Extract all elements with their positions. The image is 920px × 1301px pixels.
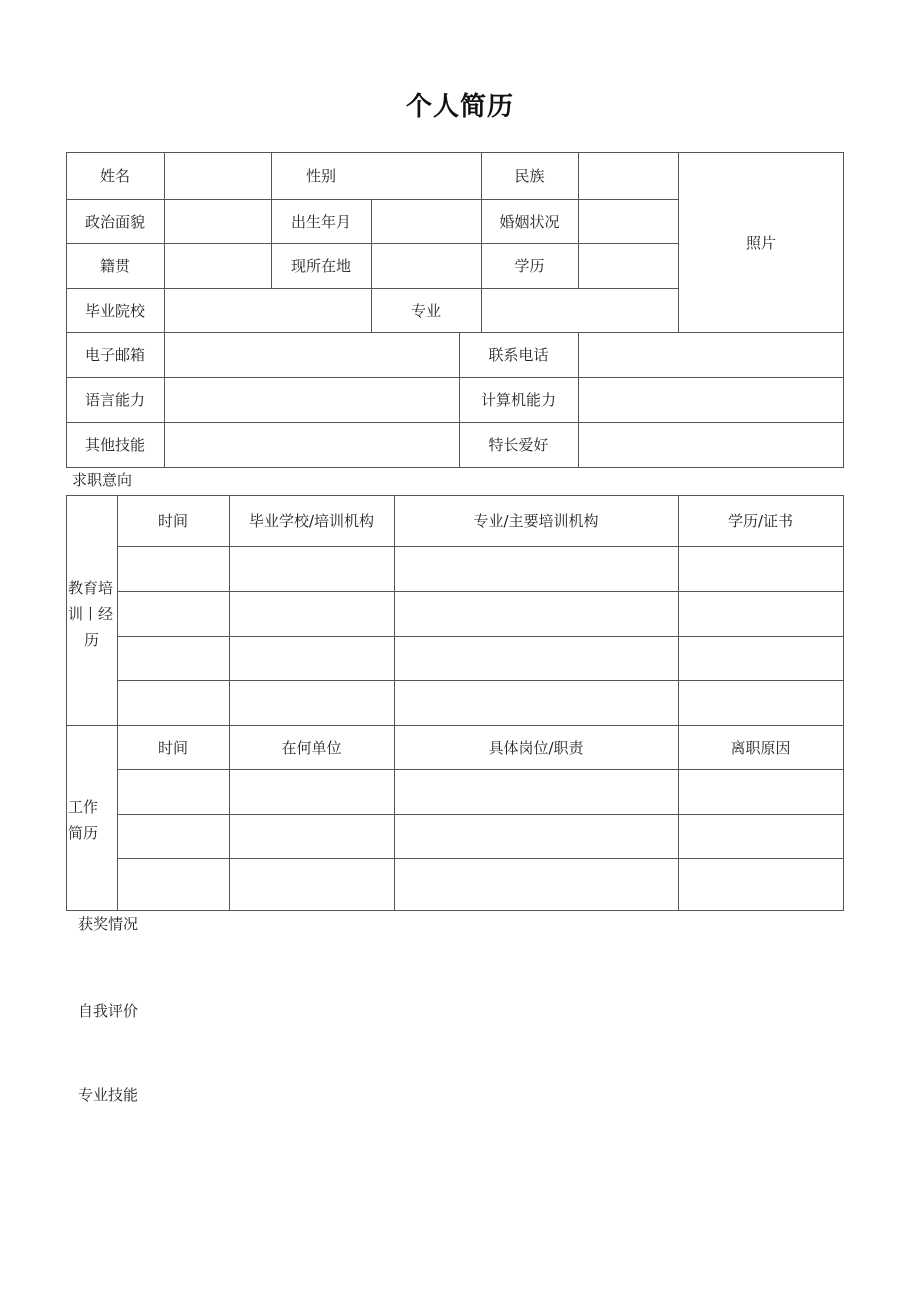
email-field[interactable] xyxy=(165,333,459,377)
work-section-label xyxy=(68,794,117,846)
label-other-skills: 其他技能 xyxy=(84,436,145,454)
awards-label: 获奖情况 xyxy=(78,915,139,933)
phone-field[interactable] xyxy=(579,333,843,377)
page-title: 个人简历 xyxy=(405,92,514,122)
awards-area[interactable] xyxy=(78,936,844,992)
professional-skills-area[interactable] xyxy=(78,1107,844,1227)
education-row[interactable] xyxy=(118,592,843,636)
ethnicity-field[interactable] xyxy=(579,153,678,199)
self-evaluation-label: 自我评价 xyxy=(78,1002,139,1020)
label-phone: 联系电话 xyxy=(488,346,549,364)
education-label-line-2: 训丨经 xyxy=(68,605,114,623)
education-row[interactable] xyxy=(118,547,843,591)
computer-field[interactable] xyxy=(579,378,843,422)
hobbies-field[interactable] xyxy=(579,423,843,467)
work-label-line-1: 工作 xyxy=(68,798,99,816)
current-location-field[interactable] xyxy=(372,244,481,288)
label-birth-date: 出生年月 xyxy=(290,212,351,231)
work-row[interactable] xyxy=(118,770,843,814)
political-status-field[interactable] xyxy=(165,200,271,243)
language-field[interactable] xyxy=(165,378,459,422)
birth-date-field[interactable] xyxy=(372,200,481,243)
label-native-place: 籍贯 xyxy=(99,257,130,275)
marital-status-field[interactable] xyxy=(579,200,678,243)
edu-header-time: 时间 xyxy=(157,512,188,530)
major-field[interactable] xyxy=(482,289,678,332)
gender-field[interactable] xyxy=(372,153,481,199)
work-header-time: 时间 xyxy=(157,738,188,757)
work-row[interactable] xyxy=(118,815,843,858)
label-language: 语言能力 xyxy=(84,391,145,409)
label-name: 姓名 xyxy=(99,167,130,185)
edu-header-school: 毕业学校/培训机构 xyxy=(248,512,375,530)
work-header-leave-reason: 离职原因 xyxy=(730,738,791,757)
education-label-line-3: 历 xyxy=(84,631,100,649)
label-marital-status: 婚姻状况 xyxy=(499,212,560,231)
work-header-position: 具体岗位/职责 xyxy=(488,738,584,757)
education-field[interactable] xyxy=(579,244,678,288)
label-education: 学历 xyxy=(514,257,545,275)
native-place-field[interactable] xyxy=(165,244,271,288)
education-row[interactable] xyxy=(118,637,843,680)
name-field[interactable] xyxy=(165,153,271,199)
label-school: 毕业院校 xyxy=(84,301,145,320)
job-intention-label: 求职意向 xyxy=(72,471,133,489)
education-row[interactable] xyxy=(118,681,843,725)
label-ethnicity: 民族 xyxy=(514,167,545,185)
professional-skills-label: 专业技能 xyxy=(78,1086,139,1104)
other-skills-field[interactable] xyxy=(165,423,459,467)
work-row[interactable] xyxy=(118,859,843,910)
photo-box[interactable]: 照片 xyxy=(745,233,776,252)
edu-header-major: 专业/主要培训机构 xyxy=(473,512,599,530)
label-gender: 性别 xyxy=(305,167,336,185)
education-section-label xyxy=(68,575,117,653)
self-evaluation-area[interactable] xyxy=(78,1023,844,1075)
work-label-line-2: 简历 xyxy=(68,824,99,842)
label-email: 电子邮箱 xyxy=(84,346,145,364)
label-major: 专业 xyxy=(410,301,441,320)
label-hobbies: 特长爱好 xyxy=(488,436,549,454)
label-current-location: 现所在地 xyxy=(290,257,351,275)
edu-header-certificate: 学历/证书 xyxy=(727,512,794,530)
work-header-company: 在何单位 xyxy=(281,738,342,757)
label-political-status: 政治面貌 xyxy=(84,212,145,231)
label-computer: 计算机能力 xyxy=(480,391,556,409)
school-field[interactable] xyxy=(165,289,371,332)
education-label-line-1: 教育培 xyxy=(68,579,114,597)
